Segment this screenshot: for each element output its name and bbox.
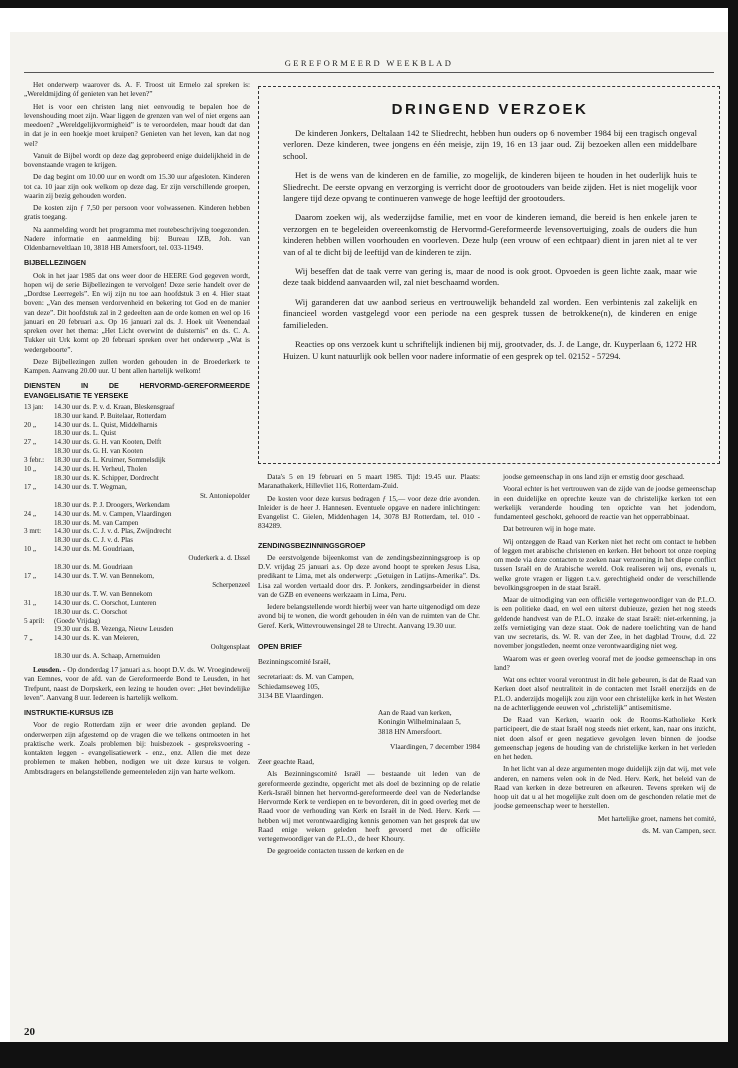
bijbellezingen-text: [24, 271, 250, 376]
letter-body: [258, 769, 480, 855]
schedule-date: [24, 429, 54, 438]
schedule-entry: 18.30 uur kand. P. Buitelaar, Rotterdam: [54, 411, 167, 420]
schedule-date: 17 „: [24, 482, 37, 491]
schedule-spacer: [24, 643, 54, 652]
letter-closing: Met hartelijke groet, namens het comité,: [597, 813, 716, 823]
paragraph: Maar de uitnodiging van een officiële vertegenwoordiger van de P.L.O. is een politieke daad, en wel een uiterst dubieuze, gezien het nog steeds geldende handvest van de P.L.O. inzake de staat Israël: niet-erkenning, ja zelfs vernietiging van deze staat. Ook de nadere toelichting van de hand van uw secretaris, ds. W. R. van der Zee, in het dagblad Trouw, d.d. 22 november jongstleden, neemt onze verontwaardiging niet weg.: [494, 595, 716, 651]
comite-name: Bezinningscomité Israël,: [258, 657, 331, 666]
paragraph: Vooral echter is het vertrouwen van de zijde van de joodse gemeenschap in een duidelijke en oprechte keuze van de christelijke kerken tot een werkelijk veranderde houding ten opzichte van het jodendom, fundamenteel geschokt, gehoord de reactie van het opperrabbinaat.: [494, 484, 716, 521]
schedule-row: [24, 625, 250, 634]
paragraph: Reacties op ons verzoek kunt u schriftelijk indienen bij mij, grootvader, ds. J. de Lange, dr. Kuyperlaan 6, 1272 HR Huizen. U kunt natuurlijk ook bellen voor nadere informatie of een gesprek op tel. 02152 - 57294.: [283, 339, 697, 361]
paragraph: Vanuit de Bijbel wordt op deze dag geprobeerd enige duidelijkheid in de bovenstaande vragen te krijgen.: [24, 150, 250, 169]
schedule-spacer: [24, 492, 54, 501]
schedule-date: [24, 652, 54, 661]
schedule-row-continuation: [24, 554, 250, 563]
schedule-date: 10 „: [24, 545, 37, 554]
schedule-row: [24, 563, 250, 572]
open-brief-heading: OPEN BRIEF: [258, 641, 302, 651]
paragraph: Waarom was er geen overleg vooraf met de joodse gemeenschap in ons land?: [494, 653, 716, 672]
schedule-entry: 18.30 uur ds. T. W. van Bennekom: [54, 589, 153, 598]
letter-date: Vlaardingen, 7 december 1984: [390, 741, 480, 751]
top-scan-border: [0, 0, 738, 8]
schedule-entry: 18.30 uur ds. A. Schaap, Arnemuiden: [54, 652, 161, 661]
address-line: 3818 HN Amersfoort.: [378, 726, 442, 736]
address-line: Koningin Wilhelminalaan 5,: [378, 717, 461, 727]
schedule-row: [24, 572, 250, 581]
schedule-date: 31 „: [24, 598, 37, 607]
schedule-entry: 18.30 uur ds. L. Quist: [54, 429, 117, 438]
schedule-row: [24, 617, 250, 626]
schedule-entry: 14.30 uur ds. M. Goudriaan,: [54, 545, 135, 554]
schedule-entry: 14.30 uur ds. C. J. v. d. Plas, Zwijndrecht: [54, 527, 172, 536]
address-line: Schiedamseweg 105,: [258, 681, 320, 691]
schedule-row: [24, 483, 250, 492]
schedule-row: [24, 501, 250, 510]
schedule-entry: 18.30 uur ds. M. van Campen: [54, 518, 139, 527]
right-column: [494, 472, 716, 838]
address-line: Aan de Raad van kerken,: [378, 708, 452, 717]
schedule-place: Ooltgensplaat: [210, 643, 250, 652]
schedule-entry: 14.30 uur ds. T. Wegman,: [54, 482, 127, 491]
paragraph: De dag begint om 10.00 uur en wordt om 15.30 uur afgesloten. Kinderen tot ca. 10 jaar zijn ook welkom op deze dag. Er zijn verschillende groepen, waarin zij bezig gehouden worden.: [24, 172, 250, 200]
paragraph: Het is voor een christen lang niet eenvoudig te bepalen hoe de levenshouding moet zijn. Waar liggen de grenzen van wel of niet ergens aan meedoen? „Wereldgelijkvormigheid” is te veroordelen, maar houdt dat dan in dat je in een hoekje moet kruipen? Genieten van het leven, kan dat nog wel?: [24, 101, 250, 148]
right-scan-border: [728, 0, 738, 1068]
paragraph: Deze Bijbellezingen zullen worden gehouden in de Broederkerk te Kampen. Aanvang 20.00 uur. U bent allen hartelijk welkom!: [24, 356, 250, 375]
schedule-date: 5 april:: [24, 616, 45, 625]
schedule-date: [24, 501, 54, 510]
paragraph: Wij beseffen dat de taak verre van gering is, maar de nood is ook groot. Opvoeden is geen lichte zaak, maar wie deze taak biddend aanvaarden wil, zal niet beschaamd worden.: [283, 266, 697, 288]
schedule-row: [24, 429, 250, 438]
schedule-date: [24, 412, 54, 421]
schedule-row: [24, 465, 250, 474]
kursus-text: Voor de regio Rotterdam zijn er weer drie avonden gepland. De onderwerpen zijn afgestemd op de vragen die we telkens ontmoeten in het praktische werk. Zoals problemen bij: huisbezoek - gespreksvoering - kontakten leggen - evangelisatiewerk - enz., enz. Allen die met deze problemen te maken hebben, nodigen we uit deze kursus te volgen. Ambtsdragers en belangstellende gemeenteleden zijn van harte welkom.: [24, 720, 250, 776]
schedule-entry: (Goede Vrijdag): [54, 616, 101, 625]
paragraph: Wat ons echter vooral verontrust in dit hele gebeuren, is dat de Raad van Kerken doet alsof neutraliteit in de contacten met Israël enerzijds en de P.L.O. anderzijds mogelijk zou zijn voor een christelijke kerk in het Westen na de achterliggende eeuwen vol „christelijk” antisemitisme.: [494, 675, 716, 712]
schedule-row: [24, 590, 250, 599]
zending-heading: ZENDINGSBEZINNINGSGROEP: [258, 540, 366, 550]
schedule-row-continuation: [24, 643, 250, 652]
paragraph: Daarom zoeken wij, als wederzijdse familie, met en voor de kinderen iemand, die bereid is hen enkele jaren te verzorgen en te begeleiden overeenkomstig de Hervormd-Gereformeerde levensovertuiging, zoals de ouders die hun kinderen hebben willen voorhouden en voorleven. Deze hulp (een vrouw of een echtpaar) dient in jaren niet al te ver van of al te dicht bij de leeftijd van de kinderen te zijn.: [283, 212, 697, 257]
schedule-row: [24, 403, 250, 412]
diensten-heading: DIENSTEN IN DE HERVORMD-GEREFORMEERDE EVANGELISATIE TE YERSEKE: [24, 381, 250, 400]
schedule-entry: 14.30 uur ds. M. v. Campen, Vlaardingen: [54, 509, 172, 518]
schedule-row: [24, 536, 250, 545]
schedule-entry: 18.30 uur ds. C. Oorschot: [54, 607, 128, 616]
schedule-date: [24, 590, 54, 599]
schedule-row: [24, 447, 250, 456]
schedule-entry: 18.30 uur ds. C. J. v. d. Plas: [54, 536, 133, 545]
schedule-row: [24, 438, 250, 447]
schedule-date: [24, 519, 54, 528]
schedule-entry: 14.30 uur ds. H. Verheul, Tholen: [54, 465, 147, 474]
schedule-date: 24 „: [24, 509, 37, 518]
letter-signer: ds. M. van Campen, secr.: [642, 825, 716, 835]
services-schedule: [24, 403, 250, 661]
schedule-place: Scherpenzeel: [212, 580, 250, 589]
zending-text: [258, 553, 480, 630]
schedule-row-continuation: [24, 492, 250, 501]
schedule-date: 10 „: [24, 465, 37, 474]
paragraph: Het onderwerp waarover ds. A. F. Troost uit Ermelo zal spreken is: „Wereldmijding óf genieten van het leven?”: [24, 80, 250, 99]
page-number: 20: [24, 1026, 35, 1038]
schedule-row: [24, 608, 250, 617]
middle-column: [258, 472, 480, 859]
schedule-row: [24, 474, 250, 483]
paragraph: De Raad van Kerken, waarin ook de Rooms-Katholieke Kerk participeert, die de staat Israël nog steeds niet erkent, kan, naar ons inzicht, niet doen alsof er geen negatieve gevolgen leven binnen de joodse gemeenschap jegens de houding van de christelijke kerken in het verleden en het heden.: [494, 715, 716, 761]
schedule-row-continuation: [24, 581, 250, 590]
schedule-date: 13 jan:: [24, 402, 44, 411]
schedule-entry: 18.30 uur ds. G. H. van Kooten: [54, 447, 144, 456]
bottom-scan-border: [0, 1042, 738, 1068]
schedule-date: [24, 536, 54, 545]
left-column: [24, 80, 250, 779]
letter-salutation: Zeer geachte Raad,: [258, 757, 315, 766]
address-line: secretariaat: ds. M. van Campen,: [258, 672, 354, 682]
leusden-notice: Leusden. - Op donderdag 17 januari a.s. hoopt D.V. ds. W. Vroegindeweij van Eemnes, voor de afd. van de Gereformeerde Bond te Leusden, in het Trefpunt, naast de Dorpskerk, een lezing te houden over: „Het bevindelijke leven”. Aanvang 8 uur. Iedereen is hartelijk welkom.: [24, 665, 250, 702]
schedule-entry: 18.30 uur ds. P. J. Droogers, Werkendam: [54, 500, 170, 509]
paragraph: Iedere belangstellende wordt hierbij weer van harte uitgenodigd om deze avond bij te wonen, die wordt gehouden in één van de ruimten van de Chr. Geref. Kerk, Wittevrouwensingel 28 te Utrecht. Aanvang 19.30 uur.: [258, 602, 480, 630]
schedule-place: Ouderkerk a. d. IJssel: [188, 554, 250, 563]
kursus-heading: INSTRUKTIE-KURSUS IZB: [24, 708, 114, 718]
intro-text: [24, 80, 250, 252]
paragraph: Wij ontzeggen de Raad van Kerken niet het recht om contact te hebben of leggen met arabische christenen en kerken. Het behoort tot onze roeping om mede via deze contacten te zoeken naar verzoening in het diepe conflict tussen Israël en de Arabische wereld. Ook realiseren wij ons, evenals u, welke grote vragen er liggen t.a.v. gerechtigheid onder de verschillende bevolkingsgroepen in de staat Israël.: [494, 536, 716, 592]
schedule-date: 7 „: [24, 634, 33, 643]
schedule-row: [24, 599, 250, 608]
schedule-row: [24, 519, 250, 528]
paragraph: Ook in het jaar 1985 dat ons weer door de HEERE God gegeven wordt, hopen wij de serie Bijbellezingen te vervolgen! Deze serie handelt over de „Dordtse Leerregels”. En wij zijn nu toe aan hoofdstuk 3 en 4. Hier staat boven: „Van des mensen verdorvenheid en bekering tot God en de manier van deze”. Dit hoofdstuk zal in 2 gedeelten aan de orde komen en wel op 16 januari en 20 februari a.s. Op 16 januari zal ds. J. Hoek uit Veenendaal spreken over het thema: „Het Licht overwint de duisternis” en ds. C. A. Tukker uit Urk komt op 20 februari spreken over het onderwerp „Wat is wedergeboorte”.: [24, 270, 250, 354]
paragraph: Het is de wens van de kinderen en de familie, zo mogelijk, de kinderen bijeen te houden in het ouderlijk huis te Sliedrecht. De eerste opvang en verzorging is verricht door de grootouders van beide zijden. Het is niet mogelijk voor langere tijd deze opvang te continueren vanwege de hoge leeftijd der grootouders.: [283, 170, 697, 204]
address-line: 3134 BE Vlaardingen.: [258, 690, 324, 700]
schedule-date: 27 „: [24, 438, 37, 447]
schedule-entry: 18.30 uur ds. M. Goudriaan: [54, 563, 133, 572]
secretariaat-address: [258, 672, 480, 700]
urgent-request-title: DRINGEND VERZOEK: [391, 101, 589, 118]
schedule-date: [24, 447, 54, 456]
page-header: GEREFORMEERD WEEKBLAD: [284, 58, 454, 68]
schedule-entry: 14.30 uur ds. G. H. van Kooten, Delft: [54, 438, 162, 447]
schedule-row: [24, 634, 250, 643]
kursus-costs: De kosten voor deze kursus bedragen ƒ 15,— voor deze drie avonden. Inleider is de heer J. Hannesen. Eventuele opgave en nadere inlichtingen: Evangelist C. Gielen, Middenhagen 14, 3078 BJ Rotterdam, tel. 010 - 834289.: [258, 493, 480, 531]
schedule-date: [24, 563, 54, 572]
paragraph: In het licht van al deze argumenten moge duidelijk zijn dat wij, met vele anderen, en namens velen ook in de Ned. Herv. Kerk, het beleid van de Raad van kerken in deze betreuren en afkeuren. Tevens spreken wij de hoop uit dat u al het mogelijke zult doen om de geschonden relatie met de joodse gemeenschap weer te herstellen.: [494, 764, 716, 811]
schedule-row: [24, 510, 250, 519]
schedule-row: [24, 545, 250, 554]
schedule-date: 3 febr.:: [24, 456, 45, 465]
paragraph: Als Bezinningscomité Israël — bestaande uit leden van de gereformeerde gezindte, opgericht met als doel de bezinning op de relatie Kerk-Israël binnen het hervormd-gereformeerde deel van de Nederlandse Hervormde Kerk te verdiepen en te bevorderen, dit in goed overleg met de Raad voor de verhouding van Kerk en Israël in de Ned. Herv. Kerk — hebben wij met verontwaardiging kennis genomen van het gesprek dat uw Raad enige weken geleden heeft gevoerd met de officiële vertegenwoordiger van de P.L.O., de heer Khoury.: [258, 769, 480, 843]
header-rule: [24, 72, 714, 73]
recipient-address: [378, 708, 480, 736]
urgent-request-body: [283, 128, 697, 362]
schedule-place: St. Antoniepolder: [199, 491, 250, 500]
schedule-row: [24, 456, 250, 465]
urgent-request-box: [258, 86, 720, 464]
kursus-dates: Data's 5 en 19 februari en 5 maart 1985. Tijd: 19.45 uur. Plaats: Maranathakerk, Hillevliet 116, Rotterdam-Zuid.: [258, 472, 480, 491]
schedule-date: [24, 608, 54, 617]
paragraph: Dat betreuren wij in hoge mate.: [503, 524, 596, 534]
schedule-entry: 14.30 uur ds. C. Oorschot, Lunteren: [54, 598, 157, 607]
paragraph: Wij garanderen dat uw aanbod serieus en vertrouwelijk behandeld zal worden. Een verbintenis zal zakelijk en financieel worden vastgelegd voor een periode na een gesprek tussen de betrokkene(n), de kinderen en enige familieleden.: [283, 296, 697, 330]
schedule-date: [24, 474, 54, 483]
schedule-row: [24, 412, 250, 421]
paragraph: De kinderen Jonkers, Deltalaan 142 te Sliedrecht, hebben hun ouders op 6 november 1984 bij een tragisch ongeval verloren. Deze kinderen, twee jongens en één meisje, zijn 19, 16 en 13 jaar oud. Zij bezoeken allen een middelbare school.: [283, 128, 697, 161]
letter-continuation: [494, 472, 716, 811]
schedule-date: 17 „: [24, 571, 37, 580]
paragraph: De eerstvolgende bijeenkomst van de zendingsbezinningsgroep is op D.V. vrijdag 25 januari a.s. Op deze avond hoopt te spreken Jesus Lisa, predikant te Lima, met als onderwerp: „Getuigen in Latijns-Amerika”. Ds. Lisa zal worden vertaald door drs. P. Jonkers, zendingsarbeider in dienst van de GZB en eveneens werkzaam in Lima, Peru.: [258, 552, 480, 599]
paragraph: Na aanmelding wordt het programma met routebeschrijving toegezonden. Nadere informatie en aanmelding bij: Bureau IZB, Joh. van Oldenbarneveltlaan 10, 3818 HB Amersfoort, tel. 033-11949.: [24, 224, 250, 252]
schedule-entry: 14.30 uur ds. P. v. d. Kraan, Bleskensgraaf: [54, 402, 175, 411]
schedule-row: [24, 527, 250, 536]
schedule-entry: 19.30 uur ds. B. Vezenga, Nieuw Leusden: [54, 625, 174, 634]
schedule-entry: 14.30 uur ds. L. Quist, Middelharnis: [54, 420, 158, 429]
paragraph: De kosten zijn ƒ 7,50 per persoon voor volwassenen. Kinderen hebben gratis toegang.: [24, 203, 250, 222]
magazine-page: [10, 32, 728, 1042]
schedule-date: 20 „: [24, 420, 37, 429]
schedule-entry: 18.30 uur ds. L. Kruimer, Sommelsdijk: [54, 456, 166, 465]
paragraph: joodse gemeenschap in ons land zijn er ernstig door geschaad.: [503, 472, 685, 481]
schedule-spacer: [24, 554, 54, 563]
schedule-date: [24, 625, 54, 634]
schedule-spacer: [24, 581, 54, 590]
schedule-entry: 14.30 uur ds. K. van Meieren,: [54, 634, 139, 643]
bijbellezingen-heading: BIJBELLEZINGEN: [24, 258, 86, 268]
schedule-entry: 18.30 uur ds. K. Schipper, Dordrecht: [54, 474, 159, 482]
paragraph: De gegroeide contacten tussen de kerken en de: [267, 846, 404, 856]
schedule-row: [24, 652, 250, 661]
schedule-date: 3 mrt:: [24, 527, 42, 536]
schedule-row: [24, 421, 250, 430]
schedule-entry: 14.30 uur ds. T. W. van Bennekom,: [54, 571, 155, 580]
